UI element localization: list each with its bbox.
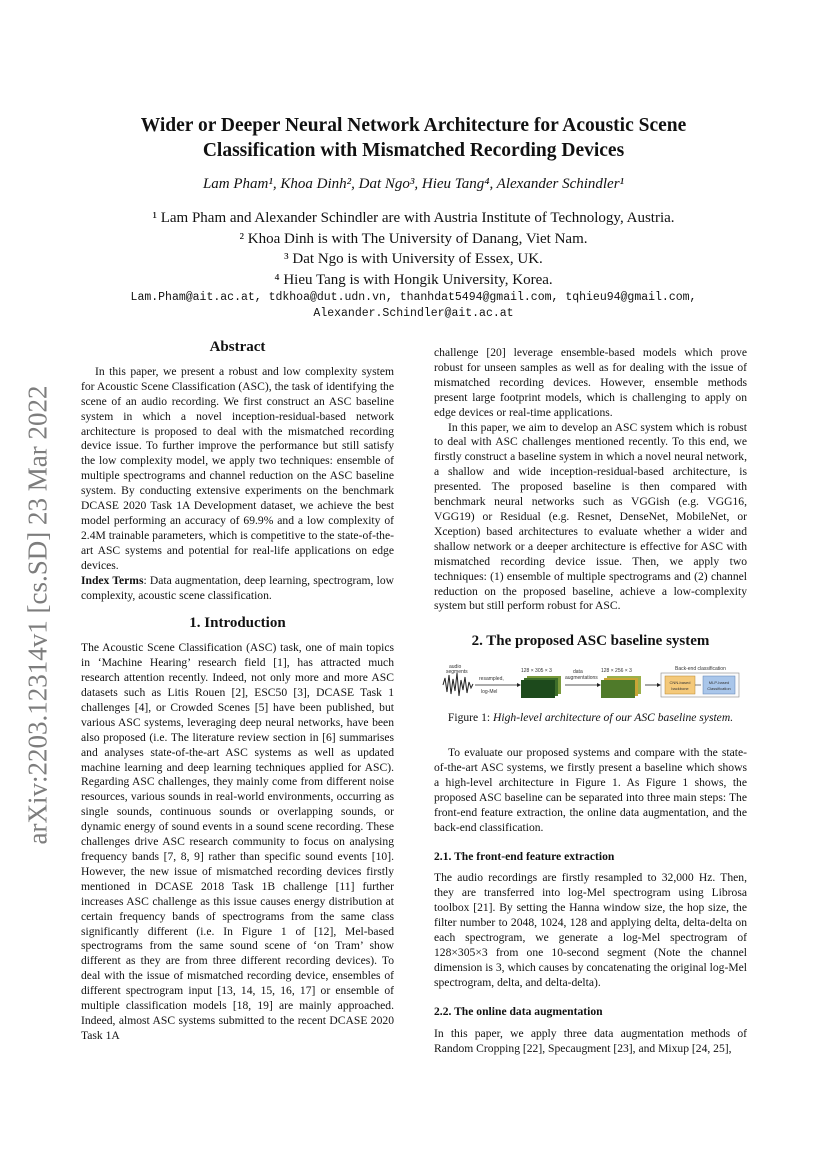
waveform-icon — [443, 673, 473, 696]
arrow-2-head — [597, 683, 601, 687]
subsection-2-2-text: In this paper, we apply three data augmentation methods of Random Cropping [22], Specaugment [23], and Mixup [24, 25], — [434, 1026, 747, 1055]
authors: Lam Pham¹, Khoa Dinh², Dat Ngo³, Hieu Tang⁴, Alexander Schindler¹ — [202, 176, 625, 192]
paper-title — [0, 113, 827, 163]
abstract-text: In this paper, we present a robust and low complexity system for Acoustic Scene Classification (ASC), the task of identifying the scene of an audio recording. We first construct an ASC baseline system in which a novel inception-residual-based network architecture is proposed to deal with the mismatched recording device issue. To further improve the performance but still satisfy the low complexity model, we apply two techniques: ensemble of multiple spectrograms and channel reduction on the ASC baseline system. By conducting extensive experiments on the benchmark DCASE 2020 Task 1A Development dataset, we achieve the best model performing an accuracy of 69.9% and a low complexity of 2.4M trainable parameters, which is competitive to the state-of-the-art ASC systems and potential for real-life applications on edge devices. — [81, 364, 394, 572]
fig-audio-label: audio — [448, 664, 461, 671]
subsection-2-1-text: The audio recordings are firstly resampled to 32,000 Hz. Then, they are transferred into log-Mel spectrogram using Librosa toolbox [21]. By setting the Hanna window size, the hop size, the filter number to 2048, 1024, 128 and applying delta, delta-delta on each spectrogram, we generate a log-Mel spectrogram of 128×305×3 from one 10-second segment (Note the channel dimension is 3, which causes by concatenating the original log-Mel spectrogram, delta, and delta-delta). — [434, 871, 747, 989]
intro-heading: 1. Introduction — [189, 615, 286, 632]
spectrogram-1-front — [521, 680, 555, 698]
affiliation-4: ⁴ Hieu Tang is with Hongik University, Korea. — [274, 271, 553, 288]
arrow-1-head — [517, 683, 521, 687]
mlp-classification-box — [703, 676, 735, 694]
spectrogram-2-front — [601, 680, 635, 698]
affiliation-1: ¹ Lam Pham and Alexander Schindler are with Austria Institute of Technology, Austria. — [152, 210, 675, 226]
subsection-2-1-heading: 2.1. The front-end feature extraction — [434, 849, 615, 863]
figure-1-caption-text: High-level architecture of our ASC baseline system. — [493, 711, 734, 725]
right-paragraph-1: challenge [20] leverage ensemble-based models which prove robust for unseen samples as well as for dealing with the issue of mismatched recording devices. However, ensemble methods present large footprint models, which is challenging to apply on edge devices or real-time applications. — [434, 346, 747, 419]
fig-logmel-label: log-Mel — [480, 689, 497, 696]
emails — [0, 290, 827, 321]
fig-cnn-label-2: backbone — [670, 686, 689, 692]
right-column — [434, 346, 747, 1056]
affiliation-2: ² Khoa Dinh is with The University of Danang, Viet Nam. — [239, 230, 588, 247]
arrow-3-head — [657, 683, 661, 687]
fig-mlp-label-1: MLP-based — [708, 680, 729, 686]
fig-aug-label-2: augmentations — [564, 675, 598, 682]
figure-1-diagram — [441, 663, 741, 701]
index-terms-text: : Data augmentation, deep learning, spectrogram, low complexity, acoustic scene classification. — [81, 573, 394, 602]
index-terms-label: Index Terms — [81, 573, 144, 587]
fig-dim2-label: 128 × 256 × 3 — [600, 668, 632, 675]
title-line-2: Classification with Mismatched Recording Devices — [202, 140, 625, 161]
figure-1-caption — [434, 711, 747, 726]
fig-dim1-label: 128 × 305 × 3 — [520, 668, 552, 675]
fig-backend-label: Back-end classification — [674, 666, 726, 673]
cnn-backbone-box — [665, 676, 695, 694]
arxiv-stamp: arXiv:2203.12314v1 [cs.SD] 23 Mar 2022 — [22, 385, 53, 845]
section-2-heading: 2. The proposed ASC baseline system — [471, 633, 710, 650]
emails-line-2: Alexander.Schindler@ait.ac.at — [313, 306, 514, 320]
fig-mlp-label-2: Classification — [706, 686, 731, 692]
section-2-paragraph-1: To evaluate our proposed systems and compare with the state-of-the-art ASC systems, we firstly present a baseline which shows a high-level architecture in Figure 1. As Figure 1 shows, the proposed ASC baseline can be separated into three main steps: The front-end feature extraction, the online data augmentation, and the back-end classification. — [434, 746, 747, 834]
title-line-1: Wider or Deeper Neural Network Architecture for Acoustic Scene — [140, 115, 687, 136]
emails-line-1: Lam.Pham@ait.ac.at, tdkhoa@dut.udn.vn, thanhdat5494@gmail.com, tqhieu94@gmail.com, — [130, 291, 697, 304]
intro-text: The Acoustic Scene Classification (ASC) task, one of main topics in ‘Machine Hearing’ research field [1], has attracted much research attention recently. Indeed, not only more and more ASC datasets such as Litis Rouen [2], ESC50 [3], DCASE Task 1 challenges [4], or Crowded Scenes [5] have been published, but various ASC systems, leveraging deep neural networks, have been also proposed (i.e. The literature review section in [6] summarises and analyses state-of-the-art ASC systems as well as updated machine learning and deep learning techniques applied for ASC). Regarding ASC challenges, they mainly come from different noise resources, various sounds in real-world environments, occurring as single sounds, continuous sounds or overlapping sounds, or dynamic energy of sound events in a sound scene recording. These challenges drive ASC research community to focus on analysing frequency bands [7, 8, 9] rather than specific sound events [10]. However, the new issue of mismatched recording devices firstly mentioned in DCASE 2018 Task 1B challenge [11] further increases ASC challenge as this issue causes energy distribution at certain frequency bands of spectrograms from the same class significantly different (i.e. In Figure 1 of [12], Mel-based spectrograms from the same sound scene of ‘on Tram’ show different as they are from three different recording devices). To deal with the issue of mismatched recording device, ensembles of different spectrogram input [13, 14, 15, 16, 17] or ensemble of multiple classification models [18, 19] are mainly approached. Indeed, almost ASC systems submitted to the recent DCASE 2020 Task 1A — [81, 641, 394, 1042]
fig-segments-label: segments — [445, 669, 468, 676]
affiliation-3: ³ Dat Ngo is with University of Essex, UK. — [284, 251, 543, 267]
abstract-heading: Abstract — [209, 339, 266, 355]
left-column — [81, 340, 394, 1044]
figure-1-caption-prefix: Figure 1: — [447, 711, 493, 725]
fig-aug-label-1: data — [572, 669, 583, 676]
affiliations — [0, 208, 827, 290]
fig-cnn-label-1: CNN-based — [669, 680, 690, 686]
right-paragraph-2: In this paper, we aim to develop an ASC system which is robust to deal with ASC challenges mentioned recently. To this end, we firstly construct a baseline system in which a novel neural network, a shallow and wide inception-residual-based architecture, is presented. The proposed baseline is then compared with benchmark neural networks such as VGGish (e.g. VGG16, VGG19) or Residual (e.g. Resnet, DenseNet, MobileNet, or Xception) based architectures to evaluate whether a wider and shallow network or a deeper architecture is effective for ASC with mismatched recording device issue. Then, we apply two techniques: (1) ensemble of multiple spectrograms and (2) channel reduction on the proposed baseline, achieve a low-complexity system but still perform robust for ASC. — [434, 420, 747, 613]
index-terms — [81, 574, 394, 604]
fig-resampled-label: resampled, — [478, 676, 504, 683]
subsection-2-2-heading: 2.2. The online data augmentation — [434, 1004, 603, 1018]
